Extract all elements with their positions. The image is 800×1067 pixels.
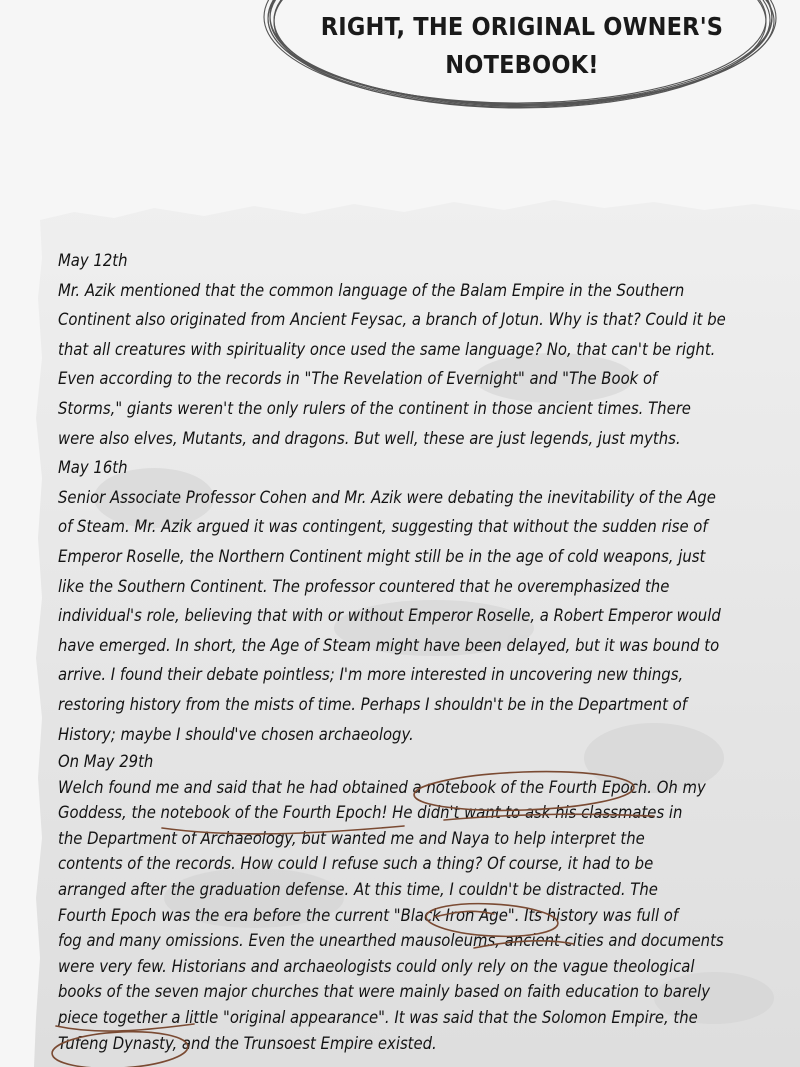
notebook-entry [58,246,788,453]
entry-line: Goddess, the notebook of the Fourth Epoch! He didn't want to ask his classmates in [58,803,683,823]
entry-line: arrive. I found their debate pointless; I'm more interested in uncovering new things, [58,665,684,685]
entry-line: Even according to the records in "The Revelation of Evernight" and "The Book of [58,369,658,389]
bubble-text-line-2: NOTEBOOK! [445,50,599,79]
speech-bubble [262,0,782,120]
entry-line: the Department of Archaeology, but wanted me and Naya to help interpret the [58,828,645,848]
entry-line: Tufeng Dynasty, and the Trunsoest Empire existed. [58,1033,437,1053]
entry-line: individual's role, believing that with or without Emperor Roselle, a Robert Emperor would [58,606,721,626]
entry-line: contents of the records. How could I refuse such a thing? Of course, it had to be [58,854,654,874]
entry-line: of Steam. Mr. Azik argued it was contingent, suggesting that without the sudden rise of [58,517,708,537]
entry-line: arranged after the graduation defense. At this time, I couldn't be distracted. The [58,880,658,900]
entry-line: Emperor Roselle, the Northern Continent might still be in the age of cold weapons, just [58,546,706,566]
entry-line: fog and many omissions. Even the unearthed mausoleums, ancient cities and documents [58,931,724,951]
notebook-entry [58,749,788,1056]
entry-line: piece together a little "original appearance". It was said that the Solomon Empire, the [58,1008,698,1028]
entry-line: Storms," giants weren't the only rulers of the continent in those ancient times. There [58,398,691,418]
entry-line: Welch found me and said that he had obtained a notebook of the Fourth Epoch. Oh my [58,777,706,797]
entry-line: History; maybe I should've chosen archaeology. [58,724,414,744]
entry-line: books of the seven major churches that were mainly based on faith education to barely [58,982,710,1002]
notebook-entry [58,453,788,749]
entry-line: Mr. Azik mentioned that the common language of the Balam Empire in the Southern [58,280,685,300]
entry-line: that all creatures with spirituality once used the same language? No, that can't be right. [58,339,716,359]
entry-line: Continent also originated from Ancient Feysac, a branch of Jotun. Why is that? Could it be [58,310,726,330]
notebook-page [34,198,800,1067]
notebook-entries [58,246,788,1056]
bubble-text-line-1: RIGHT, THE ORIGINAL OWNER'S [320,12,724,41]
entry-line: restoring history from the mists of time. Perhaps I shouldn't be in the Department of [58,694,687,714]
entry-date: May 16th [58,458,128,478]
entry-date: On May 29th [58,752,154,772]
entry-line: Senior Associate Professor Cohen and Mr. Azik were debating the inevitability of the Age [58,487,716,507]
entry-date: May 12th [58,251,128,270]
entry-line: like the Southern Continent. The professor countered that he overemphasized the [58,576,670,596]
entry-line: Fourth Epoch was the era before the current "Black Iron Age". Its history was full of [58,905,679,925]
entry-line: have emerged. In short, the Age of Steam might have been delayed, but it was bound to [58,635,720,655]
entry-line: were also elves, Mutants, and dragons. But well, these are just legends, just myths. [58,428,681,448]
entry-line: were very few. Historians and archaeologists could only rely on the vague theological [58,956,695,976]
